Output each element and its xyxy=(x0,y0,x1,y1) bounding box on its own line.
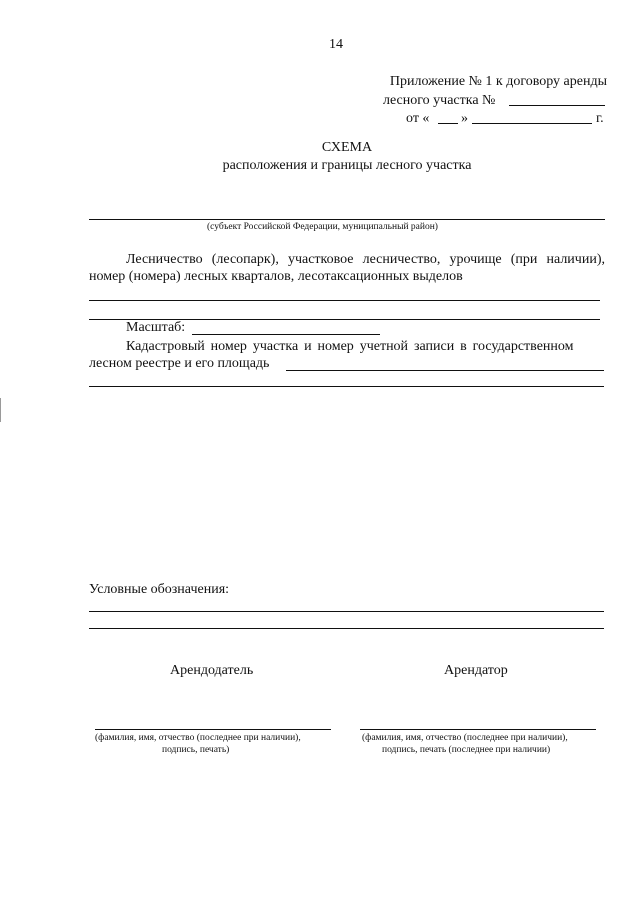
appendix-date-year-suffix: г. xyxy=(596,111,604,126)
appendix-title: Приложение № 1 к договору аренды xyxy=(389,74,607,89)
tenant-label: Арендатор xyxy=(444,663,508,678)
legend-blank-line-2 xyxy=(89,628,604,629)
tenant-signature-caption-line1: (фамилия, имя, отчество (последнее при наличии), xyxy=(362,733,568,743)
appendix-date-from-label: от « xyxy=(406,111,430,126)
date-day-blank xyxy=(438,123,458,124)
landlord-signature-line xyxy=(95,729,331,730)
page-number: 14 xyxy=(329,37,343,52)
tenant-signature-line xyxy=(360,729,596,730)
legend-blank-line-1 xyxy=(89,611,604,612)
date-month-year-blank xyxy=(472,123,592,124)
cadastral-blank-line-1 xyxy=(286,370,604,371)
cadastral-paragraph-line1: Кадастровый номер участка и номер учетной записи в государственном xyxy=(126,339,574,354)
scan-edge-mark xyxy=(0,398,1,422)
landlord-signature-caption-line1: (фамилия, имя, отчество (последнее при наличии), xyxy=(95,733,301,743)
tenant-signature-caption-line2: подпись, печать (последнее при наличии) xyxy=(382,745,551,755)
subject-caption: (субъект Российской Федерации, муниципальный район) xyxy=(207,222,438,232)
forestry-blank-line-1 xyxy=(89,300,600,301)
appendix-date-quote-close: » xyxy=(461,111,468,126)
appendix-lease-number-label: лесного участка № xyxy=(383,93,496,108)
landlord-label: Арендодатель xyxy=(170,663,254,678)
landlord-signature-caption-line2: подпись, печать) xyxy=(162,745,230,755)
cadastral-paragraph-line2: лесном реестре и его площадь xyxy=(89,356,270,371)
scale-blank-line xyxy=(192,334,380,335)
schema-title: СХЕМА xyxy=(321,140,373,155)
cadastral-blank-line-2 xyxy=(89,386,604,387)
scale-label: Масштаб: xyxy=(126,320,186,335)
lease-number-blank xyxy=(509,105,605,106)
schema-subtitle: расположения и границы лесного участка xyxy=(222,158,472,173)
subject-blank-line xyxy=(89,219,605,220)
forestry-paragraph: Лесничество (лесопарк), участковое лесничество, урочище (при наличии), номер (номера) лесных кварталов, лесотаксационных выделов xyxy=(89,252,605,284)
legend-label: Условные обозначения: xyxy=(89,582,230,597)
